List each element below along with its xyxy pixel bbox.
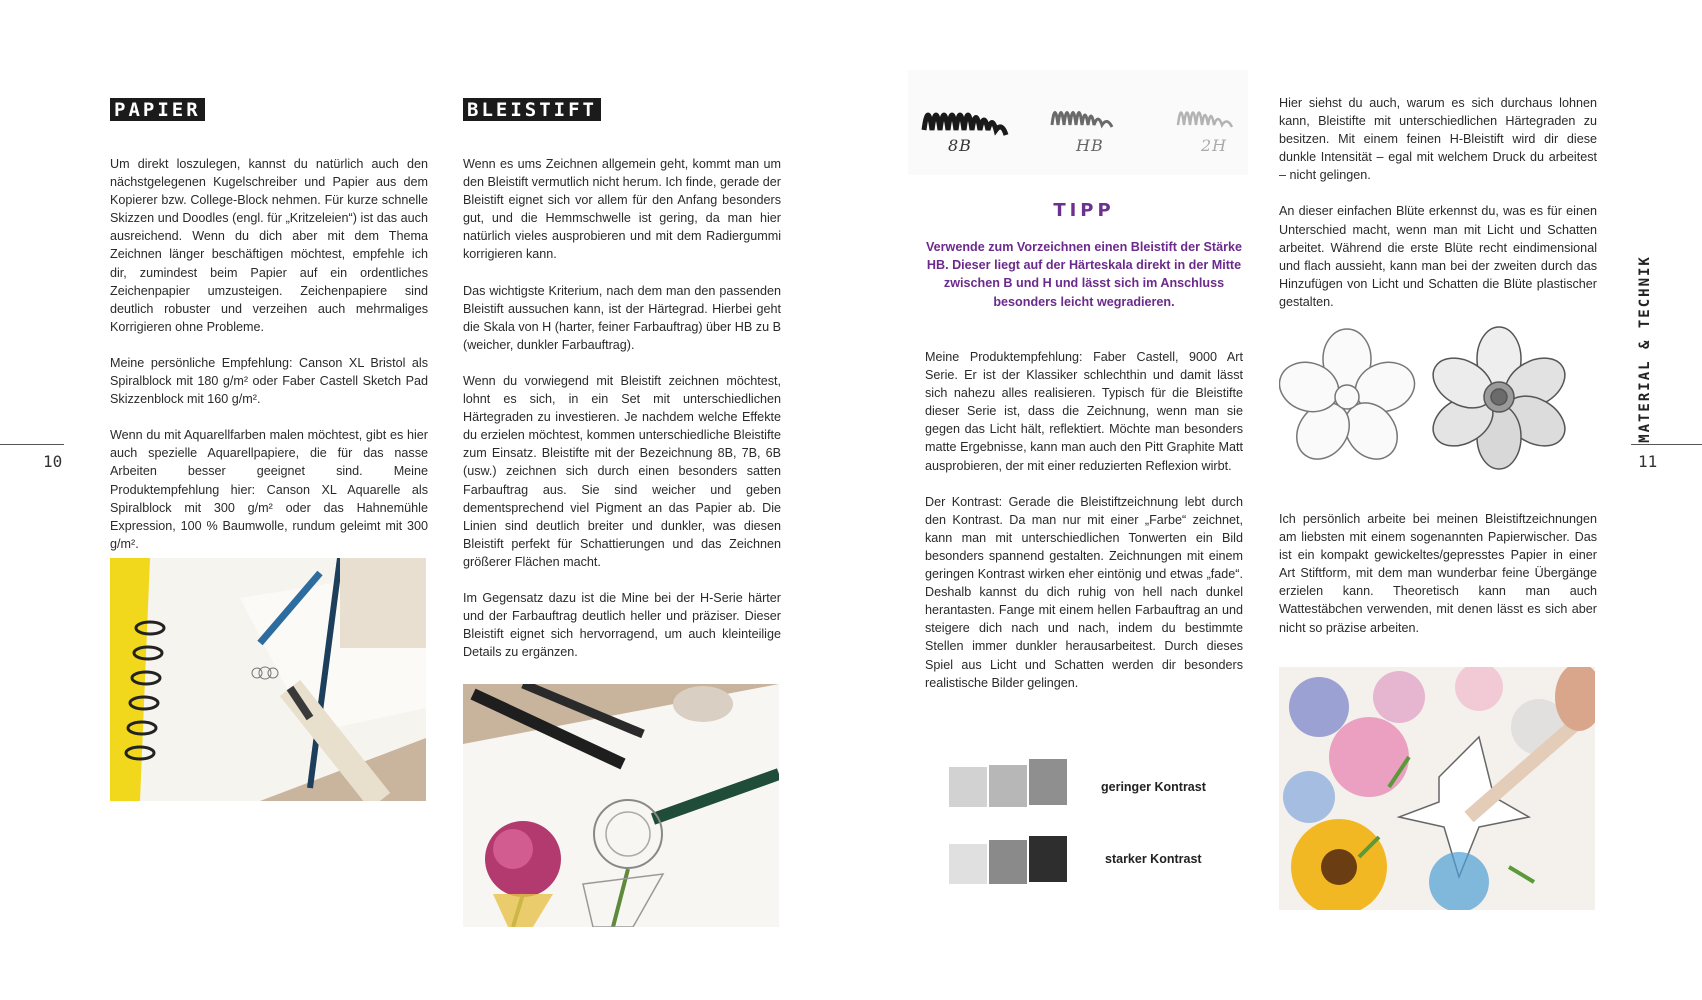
bleistift-column [463,98,781,679]
papier-paragraph: Wenn du mit Aquarellfarben malen möchtest, gibt es hier auch spezielle Aquarellpapiere, die für das nasse Arbeiten besser geeignet sind. Meine Produktempfehlung hier: Canson XL Aquarelle als Spiralblock mit 300 g/m² oder das Hahnemühle Expression, 100 % Baumwolle, rundum geleimt mit 300 g/m². [110,428,428,551]
colored-flowers-illustration [1279,667,1595,910]
contrast-swatch-high [945,832,1070,892]
contrast-label-low: geringer Kontrast [1101,780,1206,794]
papier-column [110,98,428,571]
bleistift-paragraph: Wenn du vorwiegend mit Bleistift zeichnen möchtest, lohnt es sich, in ein Set mit unterschiedlichen Härtegraden zu investieren. Je nachdem welche Effekte du erzielen möchtest, kommen unterschiedliche Bleistifte zum Einsatz. Bleistifte mit der Bezeichnung 8B, 7B, 6B (usw.) zeichnen sich durch einen besonders satten Farbauftrag aus. Sie sind weicher und geben dementsprechend viel Pigment an das Papier ab. Die Linien sind deutlich breiter und dunkler, was diesen Bleistift perfekt für Schattierungen und das Zeichnen größerer Flächen macht. [463,373,781,569]
bleistift-heading: BLEISTIFT [463,98,601,121]
contrast-label-high: starker Kontrast [1105,852,1202,866]
right-page-number: 11 [1638,452,1658,471]
sketchbook-illustration [110,558,426,801]
flower-sketches [1279,325,1597,470]
column-four-top [1279,94,1597,329]
colored-flowers-photo [1279,667,1595,910]
pencil-samples [908,70,1248,175]
papier-paragraph: Meine persönliche Empfehlung: Canson XL Bristol als Spiralblock mit 180 g/m² oder Faber Castell Sketch Pad Skizzenblock mit 160 g/m². [110,355,428,407]
chapter-side-label: MATERIAL & TECHNIK [1637,255,1653,443]
bleistift-paragraph: Im Gegensatz dazu ist die Mine bei der H-Serie härter und der Farbauftrag deutlich heller und präziser. Dieser Bleistift eignet sich hervorragend, um auch kleinteilige Details zu ergänzen. [463,590,781,660]
right-page-rule [1631,444,1702,445]
product-recommendation-paragraph: Meine Produktempfehlung: Faber Castell, 9000 Art Serie. Er ist der Klassiker schlechthin und damit lässt sich nahezu alles realisieren. Typisch für die Bleistifte dieser Serie ist, dass die Zeichnung, wenn man sie gegen das Licht hält, reflektiert. Möchte man besonders matte Ergebnisse, kann man auch den Pitt Graphite Matt ausprobieren, der mit einer reduzierten Reflexion wirbt. [925,350,1243,473]
papier-paragraph: Um direkt loszulegen, kannst du natürlich auch den nächstgelegenen Kugelschreiber und Papier aus dem Kopierer bzw. College-Block nehmen. Für kurze schnelle Skizzen und Doodles (engl. für „Kritzeleien“) ist das auch ausreichend. Wenn du dich aber mit dem Thema Zeichnen länger beschäftigen möchtest, empfehle ich dir, zumindest beim Papier auf ein ordentliches Zeichenpapier umzusteigen. Zeichenpapiere sind deutlich robuster und verzeihen auch mehrmaliges Korrigieren ohne Probleme. [110,157,428,334]
left-page-rule [0,444,64,445]
left-page-number: 10 [43,452,63,471]
column-four-paragraph: An dieser einfachen Blüte erkennst du, was es für einen Unterschied macht, wenn man mit Licht und Schatten arbeitet. Während die erste Blüte recht eindimensional und flach aussieht, kann man bei der zweiten durch das Hinzufügen von Licht und Schatten die Blüte plastischer gestalten. [1279,204,1597,309]
tipp-text: Verwende zum Vorzeichnen einen Bleistift der Stärke HB. Dieser liegt auf der Härteskala direkt in der Mitte zwischen B und H und lässt sich im Anschluss besonders leicht wegradieren. [925,240,1243,309]
contrast-swatch-low [945,755,1070,815]
pencil-label-hb: HB [1076,136,1104,155]
kontrast-column [925,348,1243,710]
pencil-strokes [908,70,1248,175]
tipp-title: TIPP [1053,200,1115,221]
bleistift-paragraph: Wenn es ums Zeichnen allgemein geht, kommt man um den Bleistift vermutlich nicht herum. Ich finde, gerade der Bleistift eignet sich vor allem für den Anfang besonders gut, und die Hemmschwelle ist gering, da man hier natürlich vieles ausprobieren und mit dem Radiergummi korrigieren kann. [463,157,781,262]
papier-heading: PAPIER [110,98,205,121]
papierwischer-paragraph: Ich persönlich arbeite bei meinen Bleistiftzeichnungen am liebsten mit einem sogenannten Papierwischer. Das ist ein kompakt gewickeltes/gepresstes Papier in einer Art Stiftform, mit dem man wunderbar feine Übergänge erzielen kann. Theoretisch kann man auch Wattestäbchen verwenden, mit denen lässt es sich aber nicht so präzise arbeiten. [1279,512,1597,635]
bleistift-paragraph: Das wichtigste Kriterium, nach dem man den passenden Bleistift aussuchen kann, ist der Härtegrad. Hierbei geht die Skala von H (harter, feiner Farbauftrag) über HB zu B (weicher, dunkler Farbauftrag). [463,283,781,352]
column-four-paragraph: Hier siehst du auch, warum es sich durchaus lohnen kann, Bleistifte mit unterschiedlichen Härtegraden zu besitzen. Mit einem feinen H-Bleistift wird dir diese dunkle Intensität – egal mit welchem Druck du arbeitest – nicht gelingen. [1279,96,1597,183]
column-four-bottom [1279,510,1597,655]
kontrast-paragraph: Der Kontrast: Gerade die Bleistiftzeichnung lebt durch den Kontrast. Da man nur mit einer „Farbe“ zeichnet, kann man mit unterschiedlichen Tonwerten ein Bild besonders spannend gestalten. Zeichnungen mit einem geringen Kontrast wirken eher eintönig und etwas „fade“. Deshalb kannst du dich ruhig von hell nach dunkel herantasten. Fange mit einem hellen Farbauftrag an und steigere dich nach und nach, indem du bestimmte Stellen immer dunkler herausarbeitest. Durch dieses Spiel aus Licht und Schatten werden dir besonders realistische Bilder gelingen. [925,494,1243,690]
pencil-drawing-photo [463,684,779,927]
flower-comparison [1279,325,1597,470]
sketchbook-photo [110,558,426,801]
pencil-label-2h: 2H [1201,136,1228,155]
pencil-label-8b: 8B [948,136,972,155]
flower-drawing-illustration [463,684,779,927]
